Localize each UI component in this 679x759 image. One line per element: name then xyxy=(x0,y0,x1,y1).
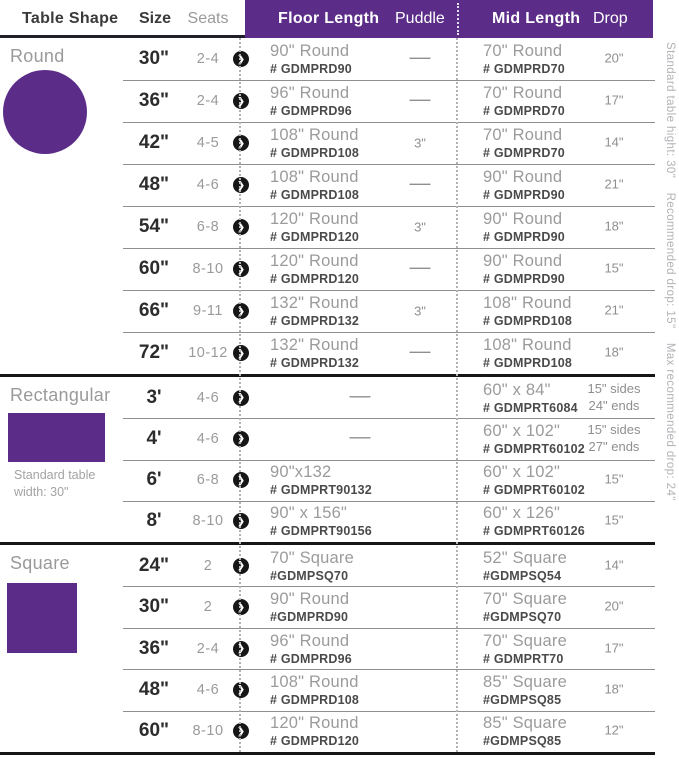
seats-value: 2-4 xyxy=(196,93,220,109)
floor-length-cell xyxy=(270,168,390,202)
drop-value xyxy=(578,640,650,657)
section-rows xyxy=(0,377,655,542)
floor-part-number: # GDMPRT90132 xyxy=(270,483,372,498)
seats-value: 8-10 xyxy=(192,513,224,530)
puddle-value xyxy=(390,339,450,363)
floor-part-number: # GDMPRD108 xyxy=(270,146,360,160)
floor-length-value: 120" Round xyxy=(270,210,359,228)
drop-line-1: 15" xyxy=(604,471,624,487)
size-value: 54" xyxy=(138,216,170,237)
chevron-right-circle-icon: ❯ xyxy=(233,303,249,319)
seats-value: 2-4 xyxy=(196,51,220,67)
mid-part-number: # GDMPRT70 xyxy=(483,651,564,666)
floor-part-number: # GDMPRD90 xyxy=(270,62,352,76)
mid-length-value: 85" Square xyxy=(483,672,568,691)
section-rows xyxy=(0,545,655,752)
chevron-right-circle-icon: ❯ xyxy=(233,682,249,698)
drop-line-1: 15" xyxy=(604,260,624,276)
col-header-puddle: Puddle xyxy=(395,10,445,27)
drop-line-1: 14" xyxy=(604,557,624,573)
header-dotted-divider xyxy=(457,3,459,35)
chevron-right-circle-icon: ❯ xyxy=(233,135,249,151)
floor-length-cell xyxy=(270,383,450,407)
purple-header-bar xyxy=(245,0,653,38)
table-row xyxy=(0,248,655,290)
floor-part-number: # GDMPRD120 xyxy=(270,272,360,286)
table-row xyxy=(0,332,655,374)
size-value: 48" xyxy=(138,678,170,700)
chevron-right-circle-icon: ❯ xyxy=(233,219,249,235)
drop-value xyxy=(578,135,650,152)
floor-length-value: 70" Square xyxy=(270,548,355,567)
table-row xyxy=(0,586,655,627)
chevron-right-circle-icon: ❯ xyxy=(233,641,249,657)
mid-length-value: 85" Square xyxy=(483,714,568,733)
floor-length-cell xyxy=(270,126,390,160)
mid-part-number: # GDMPRD70 xyxy=(483,62,565,76)
drop-line-1: 15" sides xyxy=(587,421,641,437)
puddle-value: 3" xyxy=(414,303,426,319)
puddle-value: 3" xyxy=(414,219,426,235)
drop-value xyxy=(578,303,650,320)
mid-length-value: 70" Square xyxy=(483,631,568,650)
mid-part-number: #GDMPSQ54 xyxy=(483,568,562,583)
table-row xyxy=(0,122,655,164)
table-width-caption: Standard table width: 30" xyxy=(14,468,96,499)
drop-line-1: 15" sides xyxy=(587,380,641,396)
floor-length-value: 108" Round xyxy=(270,126,359,144)
floor-length-cell xyxy=(270,632,390,666)
dotted-divider-left xyxy=(239,38,241,752)
seats-value: 2 xyxy=(203,557,213,574)
drop-line-2: 27" ends xyxy=(588,438,640,454)
seats-value: 8-10 xyxy=(192,723,224,740)
mid-length-value: 90" Round xyxy=(483,168,563,186)
floor-length-value: 90" Round xyxy=(270,42,350,60)
drop-line-1: 18" xyxy=(604,344,624,360)
chevron-right-circle-icon: ❯ xyxy=(233,261,249,277)
side-note: Standard table hight: 30" Recommended drop: 15" Max recommended drop: 24" xyxy=(664,42,676,501)
section-rectangular xyxy=(0,374,655,542)
mid-part-number: # GDMPRD108 xyxy=(483,314,573,328)
size-value: 8' xyxy=(146,510,162,532)
mid-length-value: 70" Round xyxy=(483,84,563,102)
section-label: Rectangular xyxy=(10,385,111,405)
mid-length-value: 52" Square xyxy=(483,548,568,567)
empty-dash: — xyxy=(349,424,371,448)
mid-length-value: 108" Round xyxy=(483,294,572,312)
seats-value: 4-6 xyxy=(196,177,220,193)
size-value: 4' xyxy=(146,427,162,449)
size-value: 30" xyxy=(138,596,170,618)
col-header-drop: Drop xyxy=(593,10,628,27)
section-label: Square xyxy=(10,553,70,573)
seats-value: 4-6 xyxy=(196,389,220,406)
table-row xyxy=(0,669,655,710)
drop-line-2: 24" ends xyxy=(588,397,640,413)
table-row xyxy=(0,38,655,80)
floor-part-number: # GDMPRD132 xyxy=(270,356,360,370)
drop-value xyxy=(578,513,650,530)
floor-part-number: # GDMPRD120 xyxy=(270,230,360,244)
puddle-value xyxy=(390,87,450,111)
mid-length-value: 108" Round xyxy=(483,336,572,354)
mid-part-number: # GDMPRD90 xyxy=(483,272,565,286)
floor-part-number: #GDMPRD90 xyxy=(270,610,349,625)
floor-length-cell xyxy=(270,549,390,583)
size-value: 60" xyxy=(138,720,170,742)
drop-value xyxy=(578,345,650,362)
seats-value: 4-6 xyxy=(196,681,220,698)
empty-dash: — xyxy=(409,87,431,111)
table-row xyxy=(0,711,655,752)
drop-line-1: 17" xyxy=(604,640,624,656)
table-row xyxy=(0,460,655,501)
drop-value xyxy=(578,422,650,456)
chevron-right-circle-icon: ❯ xyxy=(233,390,249,406)
mid-length-value: 60" x 126" xyxy=(483,504,561,523)
table-row xyxy=(0,377,655,418)
drop-line-1: 17" xyxy=(604,92,624,108)
floor-length-value: 132" Round xyxy=(270,336,359,354)
size-value: 72" xyxy=(138,342,170,363)
mid-part-number: # GDMPRD70 xyxy=(483,146,565,160)
floor-length-cell xyxy=(270,84,390,118)
table-row xyxy=(0,290,655,332)
empty-dash: — xyxy=(409,339,431,363)
chevron-right-circle-icon: ❯ xyxy=(233,431,249,447)
col-header-seats: Seats xyxy=(187,10,229,27)
floor-part-number: # GDMPRD96 xyxy=(270,651,352,666)
size-value: 60" xyxy=(138,258,170,279)
col-header-size: Size xyxy=(138,10,171,27)
mid-length-value: 70" Round xyxy=(483,42,563,60)
floor-part-number: #GDMPSQ70 xyxy=(270,568,349,583)
empty-dash: — xyxy=(409,171,431,195)
floor-length-value: 96" Round xyxy=(270,631,350,650)
section-square xyxy=(0,542,655,752)
drop-line-1: 21" xyxy=(604,302,624,318)
seats-value: 2 xyxy=(203,599,213,616)
drop-value xyxy=(578,381,650,415)
seats-value: 2-4 xyxy=(196,640,220,657)
drop-line-1: 20" xyxy=(604,50,624,66)
drop-value xyxy=(578,723,650,740)
floor-length-value: 90" x 156" xyxy=(270,504,348,523)
mid-part-number: # GDMPRT6084 xyxy=(483,400,578,415)
puddle-value xyxy=(390,45,450,69)
col-header-mid-length: Mid Length xyxy=(492,10,581,27)
mid-length-value: 90" Round xyxy=(483,210,563,228)
floor-length-cell xyxy=(270,463,390,497)
drop-line-1: 15" xyxy=(604,512,624,528)
table-row xyxy=(0,418,655,459)
empty-dash: — xyxy=(409,45,431,69)
size-value: 30" xyxy=(138,48,170,69)
drop-value xyxy=(578,681,650,698)
drop-line-1: 12" xyxy=(604,722,624,738)
seats-value: 4-6 xyxy=(196,430,220,447)
mid-part-number: # GDMPRD70 xyxy=(483,104,565,118)
chart-body xyxy=(0,38,655,752)
chevron-right-circle-icon: ❯ xyxy=(233,723,249,739)
drop-value xyxy=(578,261,650,278)
empty-dash: — xyxy=(409,255,431,279)
drop-line-1: 18" xyxy=(604,218,624,234)
floor-length-cell xyxy=(270,673,390,707)
seats-value: 6-8 xyxy=(196,472,220,489)
col-header-floor-length: Floor Length xyxy=(278,10,380,27)
drop-value xyxy=(578,599,650,616)
floor-part-number: # GDMPRD132 xyxy=(270,314,360,328)
puddle-value xyxy=(390,171,450,195)
drop-value xyxy=(578,472,650,489)
mid-part-number: #GDMPSQ85 xyxy=(483,734,562,749)
seats-value: 4-5 xyxy=(196,135,220,151)
floor-length-value: 96" Round xyxy=(270,84,350,102)
seats-value: 8-10 xyxy=(192,261,224,277)
table-row xyxy=(0,80,655,122)
mid-length-value: 70" Square xyxy=(483,590,568,609)
floor-length-cell xyxy=(270,504,390,538)
bottom-rule xyxy=(0,752,655,755)
floor-length-cell xyxy=(270,42,390,76)
drop-line-1: 20" xyxy=(604,598,624,614)
section-label: Round xyxy=(10,46,65,66)
table-row xyxy=(0,206,655,248)
floor-length-cell xyxy=(270,424,450,448)
size-value: 42" xyxy=(138,132,170,153)
size-value: 3' xyxy=(146,386,162,408)
mid-length-value: 70" Round xyxy=(483,126,563,144)
floor-length-value: 120" Round xyxy=(270,252,359,270)
mid-length-value: 60" x 102" xyxy=(483,463,561,482)
size-value: 24" xyxy=(138,554,170,576)
floor-length-value: 120" Round xyxy=(270,714,359,733)
floor-length-cell xyxy=(270,336,390,370)
drop-value xyxy=(578,177,650,194)
chevron-right-circle-icon: ❯ xyxy=(233,513,249,529)
puddle-value: 3" xyxy=(414,135,426,151)
floor-length-value: 108" Round xyxy=(270,672,359,691)
table-row xyxy=(0,628,655,669)
floor-part-number: # GDMPRT90156 xyxy=(270,524,372,539)
size-value: 36" xyxy=(138,90,170,111)
seats-value: 10-12 xyxy=(188,345,228,361)
dotted-divider-right xyxy=(456,38,458,752)
drop-line-1: 21" xyxy=(604,176,624,192)
floor-length-value: 132" Round xyxy=(270,294,359,312)
floor-part-number: # GDMPRD108 xyxy=(270,692,360,707)
chevron-right-circle-icon: ❯ xyxy=(233,177,249,193)
size-value: 36" xyxy=(138,637,170,659)
mid-part-number: # GDMPRT60102 xyxy=(483,483,585,498)
floor-part-number: # GDMPRD120 xyxy=(270,734,360,749)
mid-part-number: # GDMPRT60102 xyxy=(483,441,585,456)
floor-length-cell xyxy=(270,210,390,244)
mid-length-value: 90" Round xyxy=(483,252,563,270)
chevron-right-circle-icon: ❯ xyxy=(233,558,249,574)
chevron-right-circle-icon: ❯ xyxy=(233,51,249,67)
size-value: 66" xyxy=(138,300,170,321)
mid-length-value: 60" x 102" xyxy=(483,421,561,440)
mid-part-number: # GDMPRT60126 xyxy=(483,524,585,539)
mid-part-number: # GDMPRD108 xyxy=(483,356,573,370)
drop-line-1: 14" xyxy=(604,134,624,150)
col-header-table-shape: Table Shape xyxy=(22,10,119,27)
section-rows xyxy=(0,38,655,374)
puddle-value xyxy=(390,255,450,279)
floor-part-number: # GDMPRD108 xyxy=(270,188,360,202)
chevron-right-circle-icon: ❯ xyxy=(233,599,249,615)
table-row xyxy=(0,545,655,586)
size-value: 6' xyxy=(146,469,162,491)
section-round xyxy=(0,38,655,374)
floor-length-cell xyxy=(270,294,390,328)
mid-part-number: # GDMPRD90 xyxy=(483,230,565,244)
mid-part-number: #GDMPSQ85 xyxy=(483,692,562,707)
chevron-right-circle-icon: ❯ xyxy=(233,472,249,488)
drop-value xyxy=(578,219,650,236)
floor-length-cell xyxy=(270,714,390,748)
chevron-right-circle-icon: ❯ xyxy=(233,93,249,109)
floor-length-value: 90"x132 xyxy=(270,463,332,482)
chevron-right-circle-icon: ❯ xyxy=(233,345,249,361)
floor-length-value: 108" Round xyxy=(270,168,359,186)
empty-dash: — xyxy=(349,383,371,407)
floor-length-cell xyxy=(270,590,390,624)
drop-value xyxy=(578,93,650,110)
table-row xyxy=(0,501,655,542)
mid-length-value: 60" x 84" xyxy=(483,380,551,399)
chart-header xyxy=(0,0,679,38)
drop-line-1: 18" xyxy=(604,681,624,697)
table-row xyxy=(0,164,655,206)
floor-length-cell xyxy=(270,252,390,286)
seats-value: 6-8 xyxy=(196,219,220,235)
drop-value xyxy=(578,51,650,68)
mid-part-number: #GDMPSQ70 xyxy=(483,610,562,625)
drop-value xyxy=(578,557,650,574)
floor-part-number: # GDMPRD96 xyxy=(270,104,352,118)
mid-part-number: # GDMPRD90 xyxy=(483,188,565,202)
seats-value: 9-11 xyxy=(193,303,223,319)
floor-length-value: 90" Round xyxy=(270,590,350,609)
size-value: 48" xyxy=(138,174,170,195)
